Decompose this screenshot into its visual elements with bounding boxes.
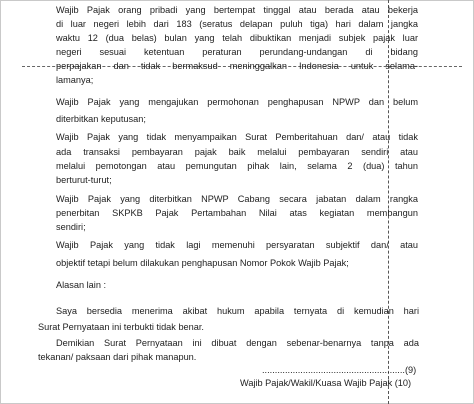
para1-line: di luar negeri lebih dari 183 (seratus delapan puluh tiga) hari dalam jangka	[56, 19, 418, 29]
para1-line: waktu 12 (dua belas) bulan yang telah dibuktikan menjadi subjek pajak luar	[56, 33, 418, 43]
para5-line: Wajib Pajak yang tidak lagi memenuhi persyaratan subjektif dan/ atau	[56, 240, 418, 250]
para1-line: lamanya;	[56, 75, 94, 85]
statement-line: Surat Pernyataan ini terbukti tidak benar.	[38, 322, 204, 332]
para4-line: Wajib Pajak yang diterbitkan NPWP Cabang secara jabatan dalam rangka	[56, 194, 418, 204]
signature-dots: ........................................................(9)	[262, 365, 417, 375]
para2-line: Wajib Pajak yang mengajukan permohonan penghapusan NPWP dan belum	[56, 97, 418, 107]
para3-line: ada transaksi pembayaran pajak baik melalui pembayaran sendiri atau	[56, 147, 418, 157]
para1-line: negeri sesuai ketentuan peraturan perundang-undangan di bidang	[56, 47, 418, 57]
alasan-label: Alasan lain :	[56, 280, 107, 290]
para1-line: perpajakan dan tidak bermaksud meninggalkan Indonesia untuk selama-	[56, 61, 418, 71]
para5-line: objektif tetapi belum dilakukan penghapusan Nomor Pokok Wajib Pajak;	[56, 258, 349, 268]
para2-line: diterbitkan keputusan;	[56, 114, 146, 124]
para4-line: sendiri;	[56, 222, 86, 232]
para1-line: Wajib Pajak orang pribadi yang bertempat tinggal atau berada atau bekerja	[56, 5, 418, 15]
para3-line: Wajib Pajak yang tidak menyampaikan Surat Pemberitahuan dan/ atau tidak	[56, 132, 418, 142]
para4-line: penerbitan SKPKB Pajak Pertambahan Nilai atas kegiatan membangun	[56, 208, 418, 218]
statement-line: Saya bersedia menerima akibat hukum apabila ternyata di kemudian hari	[56, 306, 419, 316]
closing-line: Demikian Surat Pernyataan ini dibuat dengan sebenar-benarnya tanpa ada	[56, 338, 419, 348]
closing-line: tekanan/ paksaan dari pihak manapun.	[38, 352, 197, 362]
para3-line: melalui pemotongan atau pemungutan pihak lain, selama 2 (dua) tahun	[56, 161, 418, 171]
signature-label: Wajib Pajak/Wakil/Kuasa Wajib Pajak (10)	[240, 378, 412, 388]
para3-line: berturut-turut;	[56, 175, 112, 185]
